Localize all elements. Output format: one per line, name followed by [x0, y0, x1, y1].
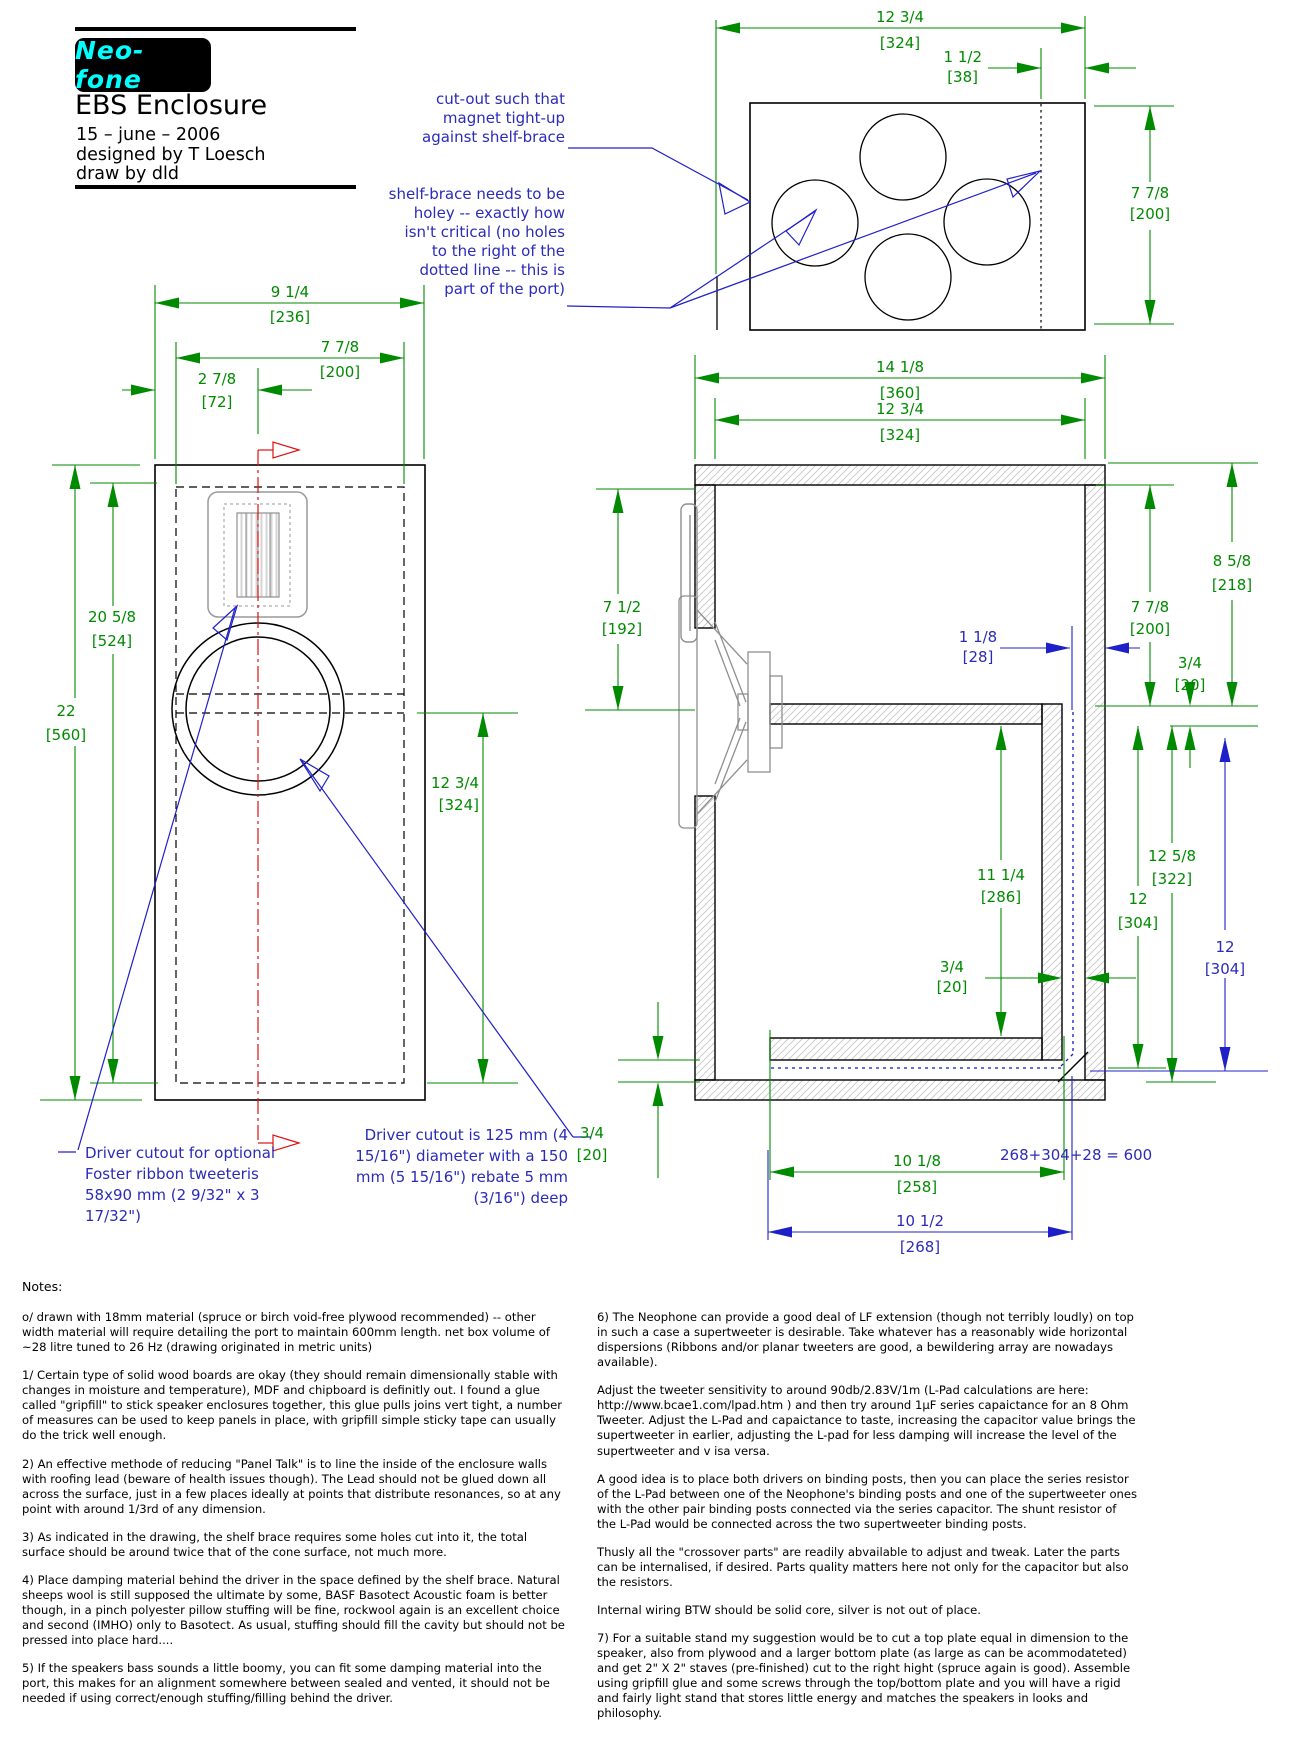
- dim-front-baffle-mm: [200]: [319, 363, 361, 381]
- note-paragraph: Adjust the tweeter sensitivity to around 90db/2.83V/1m (L-Pad calculations are here: http://www.bcae1.com/lpad.htm ) and then try around 1µF series capaictance for an 8 Ohm Tweeter. Adjust the L-Pad and capaictance to taste, increasing the capacitor value brings the supertweeter in earlier, adjusting the L-pad for less damping will increase the level of the supertweeter and v isa versa.: [597, 1383, 1136, 1458]
- drawing-drafter: draw by dld: [76, 164, 180, 184]
- plan-view-shelf-brace: [716, 8, 1174, 330]
- note-paragraph: 1/ Certain type of solid wood boards are okay (they should remain dimensionally stable with changes in moisture and temperature), MDF and chipboard is definitly out. I found a glue called "gripfill" to stick speaker enclosures together, this glue pulls joins vert tight, a number of measures can be used to keep panels in place, with gripfill simple sticky tape can usually do the trick well enough.: [22, 1368, 563, 1443]
- voice-coil: [738, 694, 748, 730]
- port-length-sum: 268+304+28 = 600: [1000, 1146, 1153, 1164]
- dim-front-height-mm: [560]: [45, 726, 87, 744]
- dim-front-baffle-in: 7 7/8: [320, 338, 360, 356]
- note-paragraph: o/ drawn with 18mm material (spruce or birch void-free plywood recommended) -- other width material will require detailing the port to maintain 600mm length. net box volume of ~28 litre tuned to 26 Hz (drawing originated in metric units): [22, 1310, 550, 1355]
- section-walls: [695, 465, 1105, 1100]
- dim-sec-bottomslot-in: 3/4: [579, 1124, 605, 1142]
- note-paragraph: 2) An effective methode of reducing "Panel Talk" is to line the inside of the enclosure walls with roofing lead (beware of health issues though). The Lead should not be glued down all across the surface, just in a few places ideally at points that distribute resonances, so at any point with around 1/3rd of any dimension.: [22, 1456, 561, 1516]
- driver-magnet: [748, 652, 770, 772]
- dim-sec-backouter-mm: [218]: [1211, 576, 1253, 594]
- dim-sec-depth-in: 14 1/8: [876, 358, 924, 376]
- dim-sec-wallstep-mm: [20]: [1174, 676, 1206, 694]
- dim-sec-portslot-in: 3/4: [939, 958, 965, 976]
- dim-plan-width-mm: [324]: [879, 34, 921, 52]
- front-view: [40, 283, 518, 1151]
- annotation-line: 17/32"): [85, 1207, 141, 1225]
- dim-plan-depth-mm: [200]: [1129, 205, 1171, 223]
- notes-left-column: [22, 1310, 567, 1719]
- dim-sec-portvertb-mm: [304]: [1204, 960, 1246, 978]
- logo-text: Neo-fone: [75, 36, 145, 94]
- port-path-dotted: [768, 712, 1073, 1068]
- notes-heading: Notes:: [22, 1279, 63, 1294]
- annotation-line: 15/16") diameter with a 150: [355, 1147, 568, 1165]
- annotation-line: shelf-brace needs to be: [388, 185, 565, 203]
- front-baffle-upper: [695, 485, 715, 628]
- dim-plan-port-in: 1 1/2: [943, 48, 982, 66]
- dim-sec-innerdepth-mm: [324]: [879, 426, 921, 444]
- bottom-wall: [695, 1080, 1105, 1100]
- note-paragraph: Internal wiring BTW should be solid core, silver is not out of place.: [597, 1603, 981, 1617]
- dim-sec-backlower-mm: [322]: [1151, 870, 1193, 888]
- dim-sec-chamber-in: 11 1/4: [977, 866, 1025, 884]
- dim-front-center-mm: [72]: [201, 393, 233, 411]
- dim-sec-depth-mm: [360]: [879, 384, 921, 402]
- dim-sec-wallstep-in: 3/4: [1177, 654, 1203, 672]
- annotation-line: holey -- exactly how: [413, 204, 565, 222]
- dim-plan-port-mm: [38]: [947, 68, 978, 86]
- note-paragraph: 4) Place damping material behind the driver in the space defined by the shelf brace. Natural sheeps wool is still supposed the ultimate by some, BASF Basotect Acoustic foam is better though, in a pinch polyester pillow stuffing will be fine, rockwool again is an excellent choice and second (IMHO) only to Basotect. As usual, stuffing should fill the cavity but should not be pressed into place hard....: [22, 1572, 565, 1648]
- dim-sec-porttop-mm: [28]: [962, 648, 994, 666]
- annotation-line: 58x90 mm (2 9/32" x 3: [85, 1186, 260, 1204]
- dim-sec-backlower-in: 12 5/8: [1148, 847, 1196, 865]
- dim-front-width-in: 9 1/4: [270, 283, 310, 301]
- dim-front-drop-in: 12 3/4: [431, 774, 479, 792]
- section-view: [577, 355, 1268, 1256]
- note-paragraph: 6) The Neophone can provide a good deal of LF extension (though not terribly loudly) on top in such a case a supertweeter is desirable. Take whatever has a reasonably wide horizontal dispersions (Ribbons and/or planar tweeters are good, a bewildering array are nowadays available).: [597, 1310, 1134, 1370]
- dim-front-innerheight-in: 20 5/8: [88, 608, 136, 626]
- dim-sec-innerdepth-in: 12 3/4: [876, 400, 924, 418]
- front-baffle-lower: [695, 796, 715, 1080]
- notes-right-column: [597, 1310, 1139, 1734]
- dim-plan-width-in: 12 3/4: [876, 8, 924, 26]
- note-paragraph: 3) As indicated in the drawing, the shelf brace requires some holes cut into it, the total surface should be around twice that of the cone surface, not much more.: [22, 1529, 528, 1559]
- dim-sec-portvertg-mm: [304]: [1117, 914, 1159, 932]
- drawing-designer: designed by T Loesch: [76, 145, 266, 165]
- note-paragraph: Thusly all the "crossover parts" are readily abvailable to adjust and tweak. Later the parts can be internalised, if desired. Parts quality matters here not only for the capacitor but also the resistors.: [597, 1544, 1129, 1589]
- top-wall: [695, 465, 1105, 485]
- leader-arrow-icon: [719, 183, 750, 214]
- dim-sec-shelftop-mm: [192]: [601, 620, 643, 638]
- annotation-line: part of the port): [444, 280, 565, 298]
- dim-sec-backupper-mm: [200]: [1129, 620, 1171, 638]
- annotation-line: to the right of the: [431, 242, 565, 260]
- dim-sec-portslot-mm: [20]: [936, 978, 968, 996]
- back-wall: [1085, 485, 1105, 1080]
- dim-sec-portvertg-in: 12: [1128, 890, 1148, 908]
- annotation-line: Driver cutout for optional: [85, 1144, 276, 1162]
- dim-sec-shelftop-in: 7 1/2: [602, 598, 642, 616]
- dim-sec-portvertb-in: 12: [1215, 938, 1235, 956]
- drawing-title: EBS Enclosure: [75, 90, 268, 121]
- annotation-line: dotted line -- this is: [419, 261, 565, 279]
- note-paragraph: 5) If the speakers bass sounds a little boomy, you can fit some damping material into the port, this makes for an alignment somewhere between sealed and vented, it should not be needed if using correct/enough stuffing/filling behind the driver.: [22, 1661, 550, 1706]
- dim-sec-backouter-in: 8 5/8: [1212, 552, 1252, 570]
- port-bottom-shelf: [770, 1038, 1042, 1060]
- dim-sec-shelflen-in: 10 1/8: [893, 1152, 941, 1170]
- dim-sec-chamber-mm: [286]: [980, 888, 1022, 906]
- dim-front-drop-mm: [324]: [438, 796, 479, 814]
- dim-sec-shelflen-mm: [258]: [896, 1178, 938, 1196]
- shelf-brace: [770, 704, 1042, 724]
- dim-front-center-in: 2 7/8: [197, 370, 237, 388]
- annotation-line: cut-out such that: [436, 90, 565, 108]
- dim-front-innerheight-mm: [524]: [91, 632, 133, 650]
- woofer-side: [679, 596, 782, 828]
- dim-sec-porttop-in: 1 1/8: [958, 628, 998, 646]
- dim-sec-porthoriz-mm: [268]: [899, 1238, 941, 1256]
- annotation-line: Driver cutout is 125 mm (4: [364, 1126, 568, 1144]
- port-inner-wall: [1042, 704, 1062, 1060]
- note-paragraph: 7) For a suitable stand my suggestion would be to cut a top plate equal in dimension to the speaker, also from plywood and a larger bottom plate (as large as can be acommodateted) and get 2" X 2" staves (pre-finished) cut to the right hight (spruce again is good). Assemble using gripfill glue and some screws through the top/bottom plate and you will have a rigid and fairly light stand that stores little energy and matches the speakers in looks and philosophy.: [597, 1631, 1131, 1721]
- annotation-line: against shelf-brace: [422, 128, 565, 146]
- annotation-line: isn't critical (no holes: [404, 223, 565, 241]
- annotation-line: Foster ribbon tweeteris: [85, 1165, 259, 1183]
- annotation-line: mm (5 15/16") rebate 5 mm: [355, 1168, 568, 1186]
- dim-plan-depth-in: 7 7/8: [1130, 184, 1170, 202]
- drawing-date: 15 – june – 2006: [76, 125, 221, 145]
- annotation-line: (3/16") deep: [473, 1189, 568, 1207]
- dim-sec-bottomslot-mm: [20]: [576, 1146, 608, 1164]
- dim-sec-porthoriz-in: 10 1/2: [896, 1212, 944, 1230]
- dim-front-height-in: 22: [56, 702, 76, 720]
- dim-sec-backupper-in: 7 7/8: [1130, 598, 1170, 616]
- annotation-line: magnet tight-up: [442, 109, 565, 127]
- note-paragraph: A good idea is to place both drivers on binding posts, then you can place the series resistor of the L-Pad between one of the Neophone's binding posts and one of the supertweeter ones with the other pair binding posts connected via the series capacitor. The shunt resistor of the L-Pad would be connected across the two supertweeter binding posts.: [597, 1471, 1138, 1531]
- dim-front-width-mm: [236]: [269, 308, 311, 326]
